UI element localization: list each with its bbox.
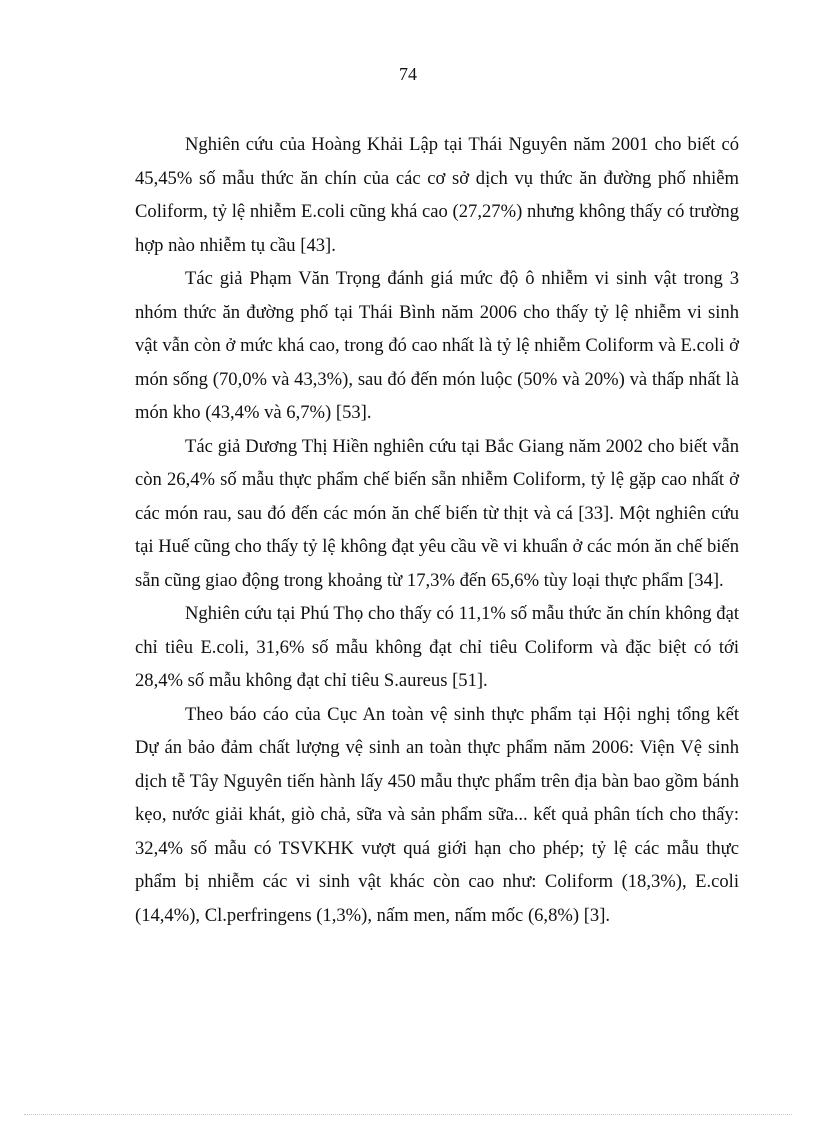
paragraph-duong-thi-hien: Tác giả Dương Thị Hiền nghiên cứu tại Bắc Giang năm 2002 cho biết vẫn còn 26,4% số mẫu thực phẩm chế biến sẵn nhiễm Coliform, tỷ lệ gặp cao nhất ở các món rau, sau đó đến các món ăn chế biến từ thịt và cá [33]. Một nghiên cứu tại Huế cũng cho thấy tỷ lệ không đạt yêu cầu về vi khuẩn ở các món ăn chế biến sẵn cũng giao động trong khoảng từ 17,3% đến 65,6% tùy loại thực phẩm [34]. xyxy=(135,435,739,591)
page-bottom-divider xyxy=(24,1114,792,1115)
paragraph-phu-tho: Nghiên cứu tại Phú Thọ cho thấy có 11,1% số mẫu thức ăn chín không đạt chỉ tiêu E.coli, 31,6% số mẫu không đạt chỉ tiêu Coliform và đặc biệt có tới 28,4% số mẫu không đạt chỉ tiêu S.aureus [51]. xyxy=(135,603,739,691)
paragraph-cuc-an-toan: Theo báo cáo của Cục An toàn vệ sinh thực phẩm tại Hội nghị tổng kết Dự án bảo đảm chất lượng vệ sinh an toàn thực phẩm năm 2006: Viện Vệ sinh dịch tễ Tây Nguyên tiến hành lấy 450 mẫu thực phẩm trên địa bàn bao gồm bánh kẹo, nước giải khát, giò chả, sữa và sản phẩm sữa... kết quả phân tích cho thấy: 32,4% số mẫu có TSVKHK vượt quá giới hạn cho phép; tỷ lệ các mẫu thực phẩm bị nhiễm các vi sinh vật khác còn cao như: Coliform (18,3%), E.coli (14,4%), Cl.perfringens (1,3%), nấm men, nấm mốc (6,8%) [3]. xyxy=(135,703,739,926)
paragraph-hoang-khai-lap: Nghiên cứu của Hoàng Khải Lập tại Thái Nguyên năm 2001 cho biết có 45,45% số mẫu thức ăn chín của các cơ sở dịch vụ thức ăn đường phố nhiễm Coliform, tỷ lệ nhiễm E.coli cũng khá cao (27,27%) nhưng không thấy có trường hợp nào nhiễm tụ cầu [43]. xyxy=(135,134,739,256)
paragraph-pham-van-trong: Tác giả Phạm Văn Trọng đánh giá mức độ ô nhiễm vi sinh vật trong 3 nhóm thức ăn đường phố tại Thái Bình năm 2006 cho thấy tỷ lệ nhiễm vi sinh vật vẫn còn ở mức khá cao, trong đó cao nhất là tỷ lệ nhiễm Coliform và E.coli ở món sống (70,0% và 43,3%), sau đó đến món luộc (50% và 20%) và thấp nhất là món kho (43,4% và 6,7%) [53]. xyxy=(135,268,739,423)
page-number: 74 xyxy=(399,64,417,84)
document-body xyxy=(135,128,739,932)
